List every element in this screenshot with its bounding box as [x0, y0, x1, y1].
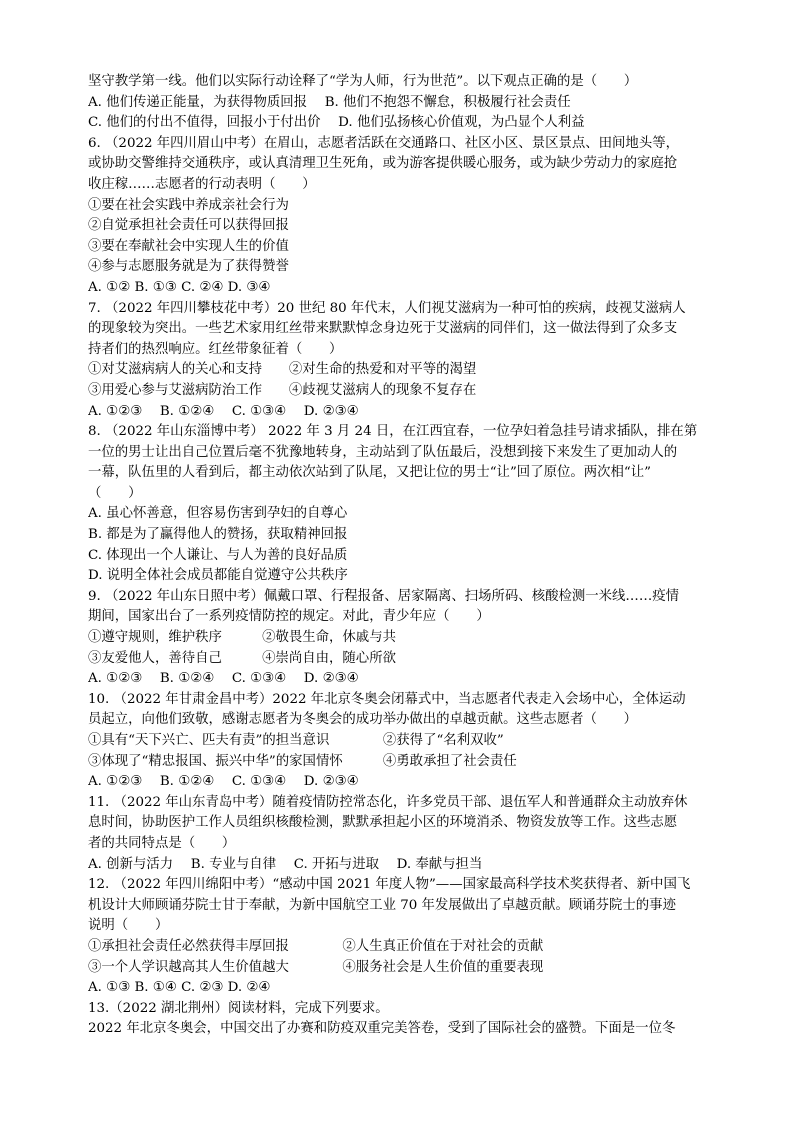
text-line: 员起立，向他们致敬，感谢志愿者为冬奥会的成功举办做出的卓越贡献。这些志愿者（ ） [88, 712, 638, 728]
question-11-stem: 11. （2022 年山东青岛中考）随着疫情防控常态化，许多党员干部、退伍军人和普通群众主动放弃休 [88, 794, 688, 810]
text-line: 收庄稼……志愿者的行动表明（ ） [88, 176, 316, 192]
option-line: A. 创新与活力 B. 专业与自律 C. 开拓与进取 D. 奉献与担当 [88, 856, 483, 872]
text-line: 说明（ ） [88, 918, 169, 934]
statement-line: ①承担社会责任必然获得丰厚回报 ②人生真正价值在于对社会的贡献 [88, 938, 544, 954]
text-line: 一幕，队伍里的人看到后，都主动依次站到了队尾，又把让位的男士“让”回了原位。两次相“让” [88, 465, 652, 481]
question-6-stem: 6. （2022 年四川眉山中考）在眉山，志愿者活跃在交通路口、社区小区、景区景点、田间地头等， [88, 135, 679, 151]
question-9-stem: 9. （2022 年山东日照中考）佩戴口罩、行程报备、居家隔离、扫场所码、核酸检测一米线……疫情 [88, 588, 679, 604]
text-line: 2022 年北京冬奥会，中国交出了办赛和防疫双重完美答卷，受到了国际社会的盛赞。下面是一位冬 [88, 1021, 676, 1037]
question-13-stem: 13.（2022 湖北荆州）阅读材料，完成下列要求。 [88, 1000, 389, 1016]
statement-line: ①遵守规则，维护秩序 ②敬畏生命，休戚与共 [88, 630, 396, 646]
text-line: 持者们的热烈响应。红丝带象征着（ ） [88, 341, 343, 357]
question-7-stem: 7. （2022 年四川攀枝花中考）20 世纪 80 年代末，人们视艾滋病为一种可怕的疾病，歧视艾滋病人 [88, 300, 686, 316]
text-line: 一位的男士让出自己位置后毫不犹豫地转身，主动站到了队伍最后，没想到接下来发生了更加动人的 [88, 444, 678, 460]
option-line: A. 他们传递正能量，为获得物质回报 B. 他们不抱怨不懈怠，积极履行社会责任 [88, 94, 571, 110]
question-12-stem: 12. （2022 年四川绵阳中考）“感动中国 2021 年度人物”——国家最高科学技术奖获得者、新中国飞 [88, 877, 691, 893]
statement-line: ③用爱心参与艾滋病防治工作 ④歧视艾滋病人的现象不复存在 [88, 382, 477, 398]
statement-line: ③体现了“精忠报国、振兴中华”的家国情怀 ④勇敢承担了社会责任 [88, 753, 517, 769]
option-line: A. ①③ B. ①④ C. ②③ D. ②④ [88, 980, 271, 996]
text-line: 或协助交警维持交通秩序，或认真清理卫生死角，或为游客提供暖心服务，或为缺少劳动力的家庭抢 [88, 156, 678, 172]
question-8-stem: 8. （2022 年山东淄博中考） 2022 年 3 月 24 日，在江西宜春，一位孕妇着急挂号请求插队，排在第 [88, 424, 698, 440]
option-line: C. 他们的付出不值得，回报小于付出价 D. 他们弘扬核心价值观，为凸显个人利益 [88, 115, 585, 131]
statement-line: ②自觉承担社会责任可以获得回报 [88, 218, 289, 234]
text-line: 者的共同特点是（ ） [88, 835, 236, 851]
option-line: A. ①②③ B. ①②④ C. ①③④ D. ②③④ [88, 671, 359, 687]
option-line: A. 虽心怀善意，但容易伤害到孕妇的自尊心 [88, 506, 348, 522]
statement-line: ④参与志愿服务就是为了获得赞誉 [88, 259, 289, 275]
question-10-stem: 10. （2022 年甘肃金昌中考）2022 年北京冬奥会闭幕式中，当志愿者代表走入会场中心，全体运动 [88, 691, 686, 707]
statement-line: ③友爱他人，善待自己 ④崇尚自由，随心所欲 [88, 650, 396, 666]
statement-line: ①具有“天下兴亡、匹夫有责”的担当意识 ②获得了“名利双收” [88, 733, 504, 748]
text-line: 坚守教学第一线。他们以实际行动诠释了“学为人师，行为世范”。以下观点正确的是（ ） [88, 74, 638, 89]
text-line: 的现象较为突出。一些艺术家用红丝带来默默悼念身边死于艾滋病的同伴们，这一做法得到了众多支 [88, 321, 678, 337]
statement-line: ①对艾滋病病人的关心和支持 ②对生命的热爱和对平等的渴望 [88, 362, 477, 378]
option-line: A. ①② B. ①③ C. ②④ D. ③④ [88, 279, 271, 295]
option-line: A. ①②③ B. ①②④ C. ①③④ D. ②③④ [88, 403, 359, 419]
text-line: （ ） [88, 485, 142, 501]
option-line: D. 说明全体社会成员都能自觉遵守公共秩序 [88, 568, 348, 584]
text-line: 期间，国家出台了一系列疫情防控的规定。对此，青少年应（ ） [88, 609, 490, 625]
option-line: A. ①②③ B. ①②④ C. ①③④ D. ②③④ [88, 774, 359, 790]
statement-line: ①要在社会实践中养成亲社会行为 [88, 197, 289, 213]
exam-page [88, 72, 708, 1040]
text-line: 机设计大师顾诵芬院士甘于奉献，为新中国航空工业 70 年发展做出了卓越贡献。顾诵芬院士的事迹 [88, 897, 676, 913]
option-line: C. 体现出一个人谦让、与人为善的良好品质 [88, 547, 348, 563]
statement-line: ③要在奉献社会中实现人生的价值 [88, 238, 289, 254]
text-line: 息时间，协助医护工作人员组织核酸检测，默默承担起小区的环境消杀、物资发放等工作。这些志愿 [88, 815, 678, 831]
option-line: B. 都是为了赢得他人的赞扬，获取精神回报 [88, 527, 348, 543]
statement-line: ③一个人学识越高其人生价值越大 ④服务社会是人生价值的重要表现 [88, 959, 544, 975]
